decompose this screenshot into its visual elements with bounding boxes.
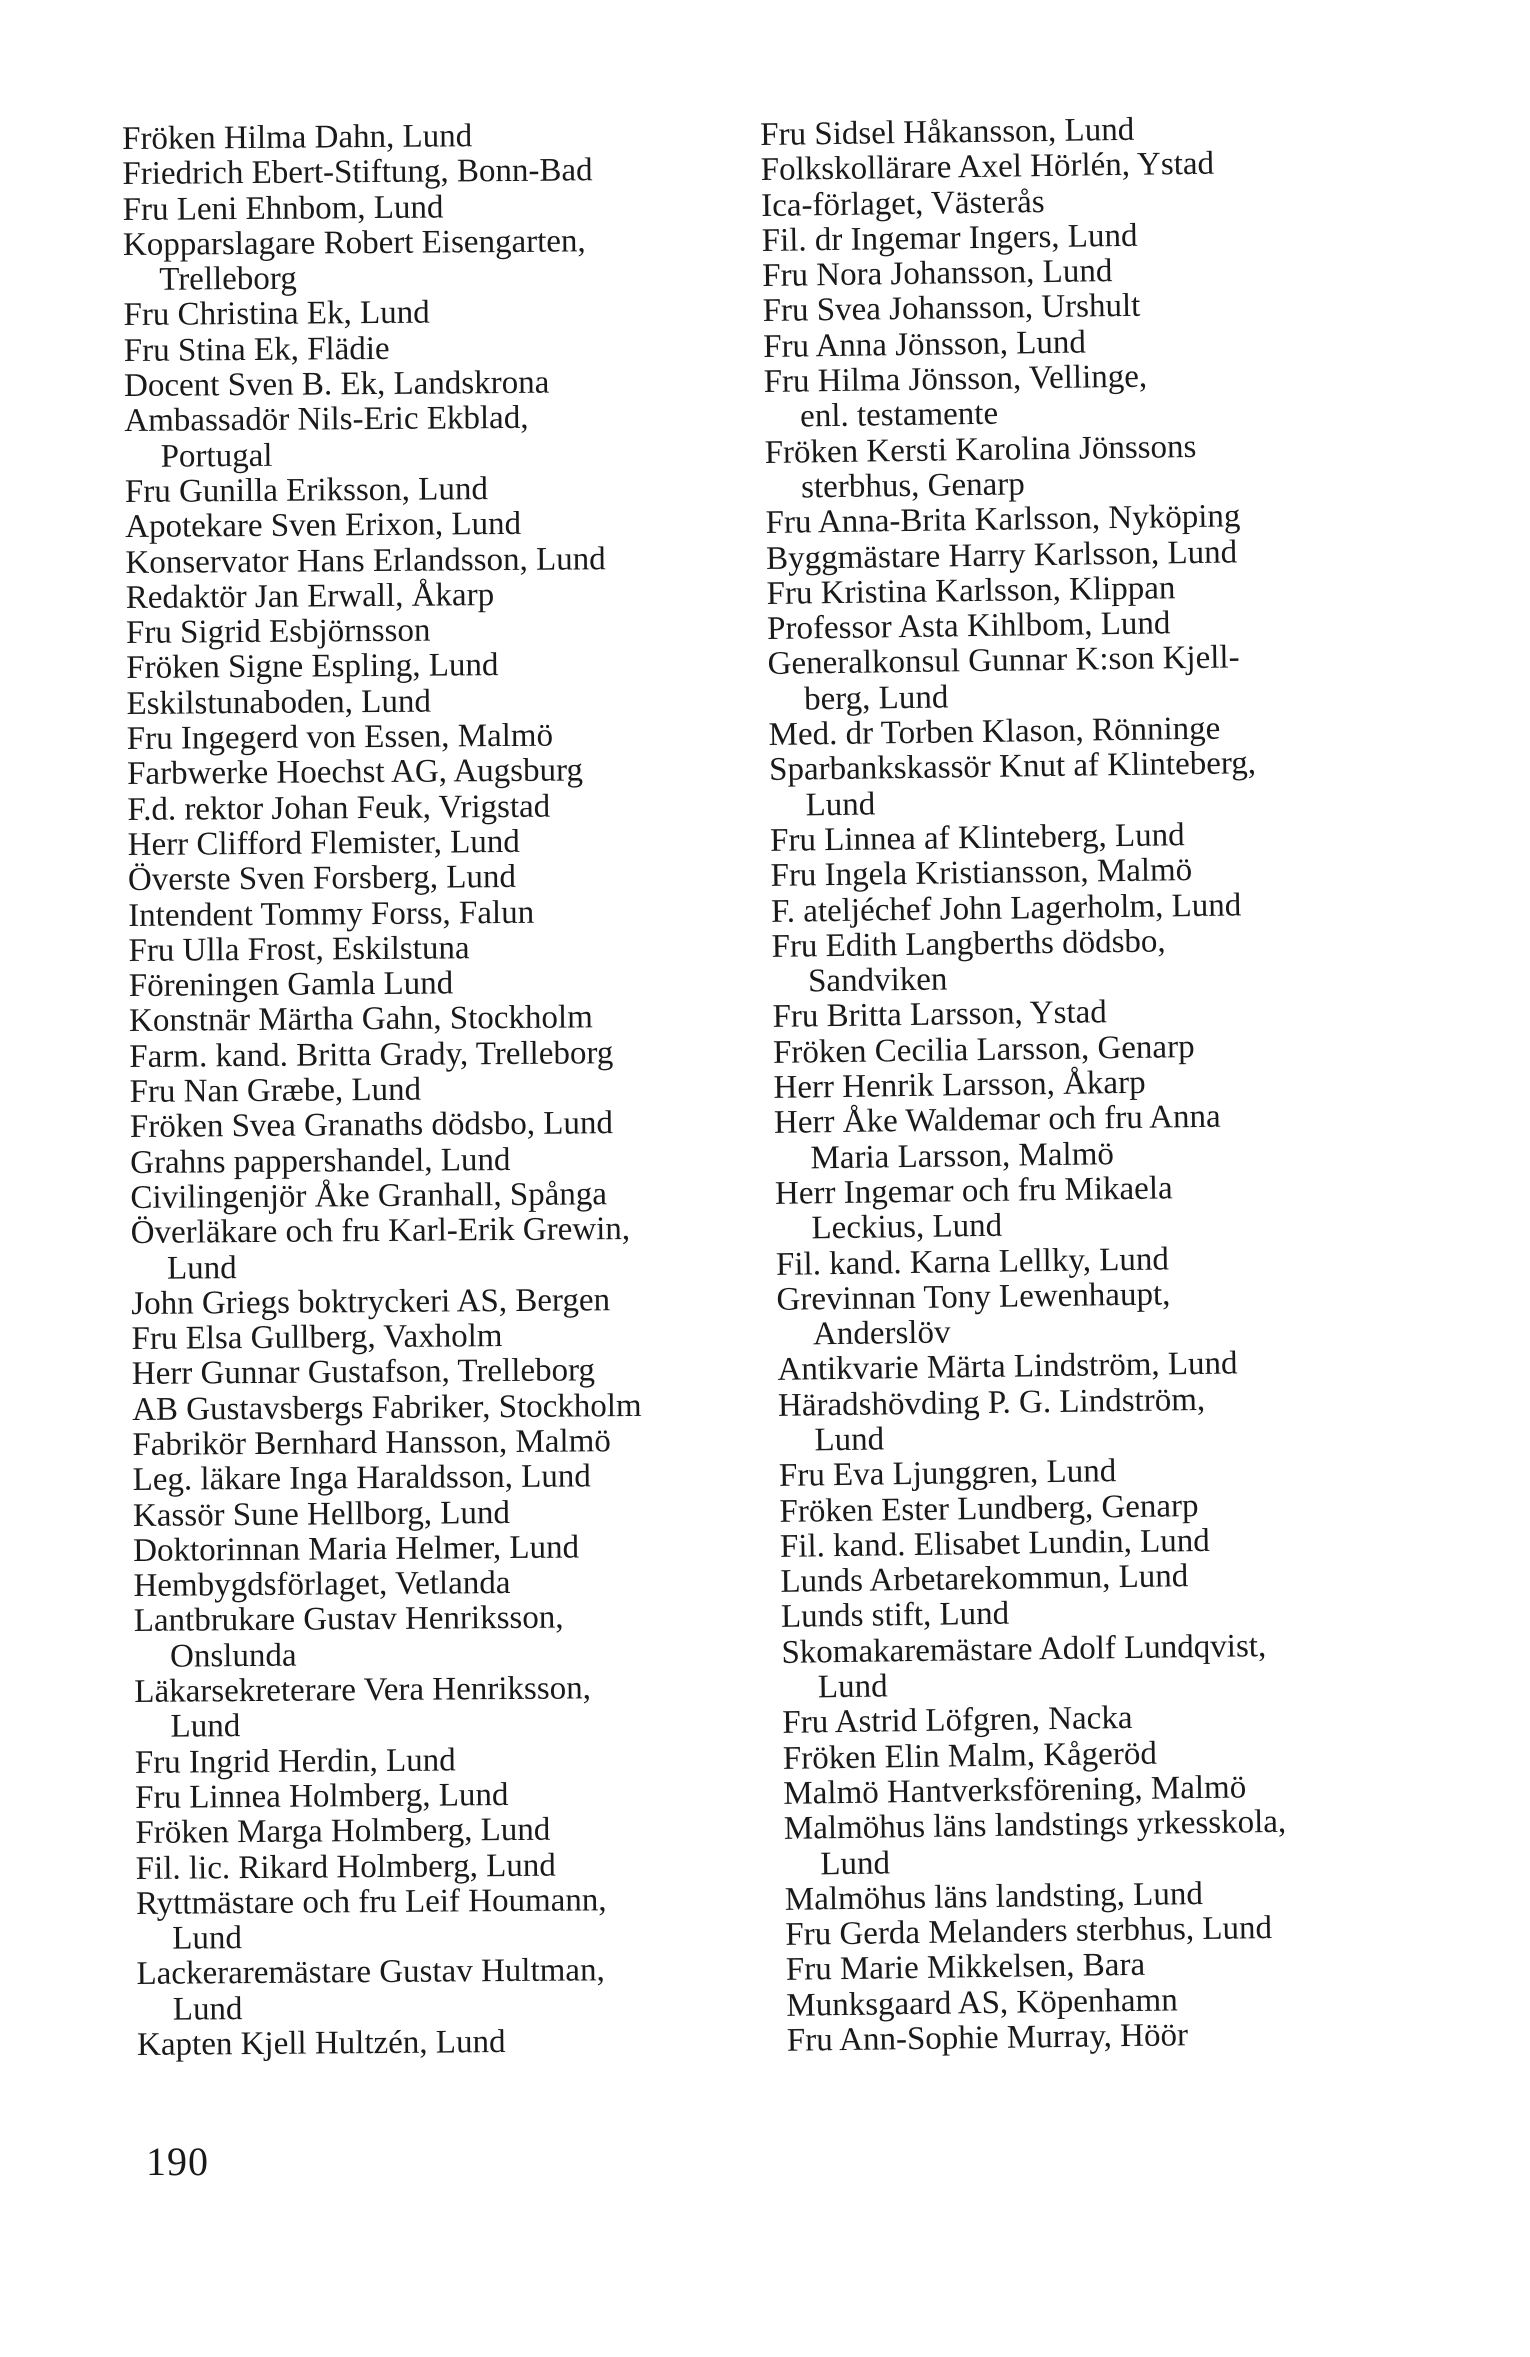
entry-text: Fru Ingrid Herdin, Lund bbox=[134, 1742, 456, 1781]
entry-text: Leg. läkare Inga Haraldsson, Lund bbox=[132, 1458, 591, 1499]
entry-text: Sparbankskassör Knut af Klinteberg, bbox=[768, 745, 1257, 789]
list-item bbox=[123, 293, 763, 333]
entry-text: Fru Nan Græbe, Lund bbox=[129, 1071, 422, 1110]
entry-text: Malmöhus läns landstings yrkesskola, bbox=[783, 1804, 1287, 1848]
entry-continuation: Lund bbox=[820, 1844, 891, 1882]
entry-text: Fil. kand. Karna Lellky, Lund bbox=[775, 1240, 1170, 1283]
list-item bbox=[130, 1105, 770, 1145]
entry-text: Generalkonsul Gunnar K:son Kjell- bbox=[767, 639, 1240, 683]
list-item bbox=[763, 356, 1404, 436]
list-item bbox=[778, 1380, 1419, 1460]
list-item bbox=[132, 1352, 772, 1392]
entry-text: Med. dr Torben Klason, Rönninge bbox=[768, 710, 1221, 753]
entry-text: Herr Henrik Larsson, Åkarp bbox=[773, 1064, 1146, 1106]
list-item bbox=[125, 505, 765, 545]
list-item bbox=[781, 1627, 1422, 1707]
list-item bbox=[136, 1952, 777, 2028]
list-item bbox=[133, 1458, 773, 1498]
list-item bbox=[764, 427, 1405, 507]
entry-text: Fabrikör Bernhard Hansson, Malmö bbox=[132, 1423, 611, 1463]
list-item bbox=[132, 1423, 772, 1463]
list-item bbox=[775, 1168, 1416, 1248]
list-item bbox=[776, 1274, 1417, 1354]
list-item bbox=[774, 1097, 1415, 1177]
entry-text: Ambassadör Nils-Eric Ekblad, bbox=[124, 400, 529, 440]
entry-text: Ica-förlaget, Västerås bbox=[760, 183, 1045, 224]
list-item bbox=[131, 1211, 772, 1287]
entry-continuation: Lund bbox=[817, 1668, 888, 1706]
list-item bbox=[128, 858, 768, 898]
list-item bbox=[129, 1035, 769, 1075]
entry-text: Fru Britta Larsson, Ystad bbox=[772, 994, 1108, 1036]
entry-text: Herr Gunnar Gustafson, Trelleborg bbox=[131, 1352, 596, 1393]
entry-text: Fru Astrid Löfgren, Nacka bbox=[782, 1700, 1133, 1742]
entry-text: Fru Edith Langberths dödsbo, bbox=[771, 923, 1166, 965]
entry-text: Friedrich Ebert-Stiftung, Bonn-Bad bbox=[122, 152, 593, 193]
list-item bbox=[122, 152, 762, 192]
list-item bbox=[133, 1564, 773, 1604]
entry-continuation: Maria Larsson, Malmö bbox=[810, 1135, 1115, 1177]
entry-text: F. ateljéchef John Lagerholm, Lund bbox=[770, 886, 1242, 930]
list-item bbox=[128, 823, 768, 863]
entry-text: Häradshövding P. G. Lindström, bbox=[777, 1381, 1206, 1424]
entry-text: Eskilstunaboden, Lund bbox=[126, 683, 432, 722]
list-item bbox=[771, 921, 1412, 1001]
entry-text: Fil. dr Ingemar Ingers, Lund bbox=[761, 217, 1138, 259]
entry-text: Fru Eva Ljunggren, Lund bbox=[778, 1453, 1117, 1495]
entry-continuation: Leckius, Lund bbox=[811, 1207, 1003, 1247]
entry-text: Fröken Kersti Karolina Jönssons bbox=[764, 428, 1197, 471]
list-item bbox=[136, 1846, 776, 1886]
entry-continuation: Onslunda bbox=[169, 1637, 297, 1675]
entry-text: Farbwerke Hoechst AG, Augsburg bbox=[126, 752, 584, 793]
entry-text: Fru Ann-Sophie Murray, Höör bbox=[786, 2017, 1189, 2059]
list-item bbox=[131, 1282, 771, 1322]
list-item bbox=[129, 999, 769, 1039]
list-item bbox=[123, 188, 763, 228]
entry-text: Fru Elsa Gullberg, Vaxholm bbox=[131, 1318, 503, 1358]
entry-text: Fru Svea Johansson, Urshult bbox=[762, 288, 1141, 330]
entry-text: Docent Sven B. Ek, Landskrona bbox=[123, 364, 550, 405]
list-item bbox=[126, 611, 766, 651]
entry-text: Civilingenjör Åke Granhall, Spånga bbox=[130, 1176, 608, 1216]
list-item bbox=[126, 576, 766, 616]
entry-text: Överste Sven Forsberg, Lund bbox=[127, 859, 517, 899]
entry-text: Fru Christina Ek, Lund bbox=[123, 295, 430, 334]
entry-text: Fru Leni Ehnbom, Lund bbox=[122, 189, 444, 228]
entry-continuation: Sandviken bbox=[807, 961, 948, 1000]
list-item bbox=[130, 1141, 770, 1181]
list-item bbox=[784, 1803, 1425, 1883]
entry-text: Fröken Hilma Dahn, Lund bbox=[121, 118, 473, 157]
entry-text: Konservator Hans Erlandsson, Lund bbox=[125, 540, 606, 581]
list-item bbox=[128, 893, 768, 933]
list-item bbox=[128, 929, 768, 969]
list-item bbox=[129, 1070, 769, 1110]
entry-text: Malmö Hantverksförening, Malmö bbox=[783, 1769, 1247, 1812]
entry-text: Herr Åke Waldemar och fru Anna bbox=[773, 1098, 1221, 1142]
list-item bbox=[125, 541, 765, 581]
list-item bbox=[124, 399, 765, 475]
entry-text: Ryttmästare och fru Leif Houmann, bbox=[135, 1882, 607, 1922]
entry-text: Fröken Signe Espling, Lund bbox=[126, 647, 499, 687]
list-item bbox=[769, 744, 1410, 824]
list-item bbox=[136, 1882, 777, 1958]
entry-text: Fil. kand. Elisabet Lundin, Lund bbox=[779, 1522, 1211, 1565]
entry-text: Folkskollärare Axel Hörlén, Ystad bbox=[760, 145, 1215, 189]
entry-continuation: Lund bbox=[172, 1920, 243, 1957]
list-item bbox=[133, 1529, 773, 1569]
entry-text: Kapten Kjell Hultzén, Lund bbox=[136, 2024, 506, 2063]
list-item bbox=[126, 646, 766, 686]
entry-text: Grevinnan Tony Lewenhaupt, bbox=[776, 1276, 1171, 1318]
entry-text: Malmöhus läns landsting, Lund bbox=[784, 1875, 1204, 1918]
entry-text: Doktorinnan Maria Helmer, Lund bbox=[133, 1529, 580, 1569]
entry-text: Apotekare Sven Erixon, Lund bbox=[125, 506, 522, 546]
list-item bbox=[127, 788, 767, 828]
page-number: 190 bbox=[146, 2139, 209, 2184]
entry-continuation: berg, Lund bbox=[803, 679, 949, 718]
entry-text: Lunds Arbetarekommun, Lund bbox=[780, 1558, 1189, 1601]
entry-text: Lantbrukare Gustav Henriksson, bbox=[133, 1600, 564, 1640]
right-donor-column bbox=[760, 109, 1427, 2059]
list-item bbox=[135, 1811, 775, 1851]
entry-continuation: Lund bbox=[170, 1708, 241, 1746]
entry-text: Konstnär Märtha Gahn, Stockholm bbox=[128, 999, 593, 1040]
list-item bbox=[132, 1388, 772, 1428]
entry-text: Skomakaremästare Adolf Lundqvist, bbox=[781, 1627, 1267, 1671]
entry-text: Fru Ulla Frost, Eskilstuna bbox=[128, 930, 470, 969]
entry-text: AB Gustavsbergs Fabriker, Stockholm bbox=[131, 1387, 642, 1428]
entry-text: Fru Anna-Brita Karlsson, Nyköping bbox=[765, 498, 1241, 542]
entry-text: Professor Asta Kihlbom, Lund bbox=[766, 605, 1171, 648]
entry-text: Fröken Marga Holmberg, Lund bbox=[135, 1811, 551, 1852]
list-item bbox=[787, 2015, 1427, 2059]
entry-text: Herr Clifford Flemister, Lund bbox=[127, 823, 520, 863]
list-item bbox=[125, 470, 765, 510]
entry-text: Fru Sigrid Esbjörnsson bbox=[125, 612, 431, 652]
entry-text: Intendent Tommy Forss, Falun bbox=[128, 894, 535, 934]
entry-text: Byggmästare Harry Karlsson, Lund bbox=[765, 533, 1238, 577]
entry-text: Fröken Cecilia Larsson, Genarp bbox=[772, 1028, 1195, 1071]
entry-text: Fil. lic. Rikard Holmberg, Lund bbox=[135, 1847, 556, 1887]
list-item bbox=[135, 1776, 775, 1816]
entry-text: Herr Ingemar och fru Mikaela bbox=[774, 1170, 1173, 1212]
entry-text: Fru Ingela Kristiansson, Malmö bbox=[770, 852, 1193, 895]
entry-continuation: Lund bbox=[814, 1421, 885, 1459]
entry-continuation: sterbhus, Genarp bbox=[800, 466, 1026, 506]
entry-text: Kopparslagare Robert Eisengarten, bbox=[122, 223, 586, 263]
list-item bbox=[134, 1670, 775, 1746]
entry-text: Fröken Svea Granaths dödsbo, Lund bbox=[129, 1105, 614, 1146]
list-item bbox=[127, 717, 767, 757]
list-item bbox=[137, 2023, 777, 2063]
entry-text: Fru Kristina Karlsson, Klippan bbox=[766, 570, 1176, 612]
entry-continuation: Lund bbox=[805, 786, 876, 824]
entry-text: Antikvarie Märta Lindström, Lund bbox=[777, 1345, 1238, 1389]
list-item bbox=[123, 223, 764, 299]
entry-text: Fru Marie Mikkelsen, Bara bbox=[785, 1947, 1146, 1989]
entry-text: Överläkare och fru Karl-Erik Grewin, bbox=[130, 1211, 631, 1252]
list-item bbox=[127, 752, 767, 792]
entry-text: Föreningen Gamla Lund bbox=[128, 965, 454, 1005]
entry-text: Fru Gerda Melanders sterbhus, Lund bbox=[785, 1910, 1273, 1953]
entry-text: Lackeraremästare Gustav Hultman, bbox=[136, 1952, 605, 1993]
list-item bbox=[129, 964, 769, 1004]
entry-text: Kassör Sune Hellborg, Lund bbox=[132, 1494, 511, 1534]
entry-text: Läkarsekreterare Vera Henriksson, bbox=[134, 1670, 592, 1711]
list-item bbox=[131, 1317, 771, 1357]
entry-text: Fru Linnea af Klinteberg, Lund bbox=[769, 817, 1185, 859]
entry-text: Fru Nora Johansson, Lund bbox=[761, 253, 1113, 295]
entry-text: Fru Hilma Jönsson, Vellinge, bbox=[763, 358, 1148, 401]
list-item bbox=[134, 1599, 775, 1675]
entry-continuation: Portugal bbox=[160, 437, 273, 475]
entry-text: Fru Sidsel Håkansson, Lund bbox=[759, 111, 1135, 153]
left-donor-column bbox=[122, 117, 777, 2063]
entry-continuation: Lund bbox=[166, 1249, 237, 1287]
list-item bbox=[135, 1741, 775, 1781]
entry-text: John Griegs boktryckeri AS, Bergen bbox=[131, 1282, 611, 1322]
entry-text: Fru Ingegerd von Essen, Malmö bbox=[126, 717, 554, 758]
entry-text: Hembygdsförlaget, Vetlanda bbox=[133, 1565, 511, 1605]
entry-text: Grahns pappershandel, Lund bbox=[130, 1141, 511, 1181]
list-item bbox=[133, 1494, 773, 1534]
entry-text: Fru Gunilla Eriksson, Lund bbox=[124, 471, 489, 510]
list-item bbox=[126, 682, 766, 722]
entry-text: Farm. kand. Britta Grady, Trelleborg bbox=[129, 1034, 614, 1075]
entry-continuation: Anderslöv bbox=[812, 1314, 951, 1353]
entry-text: Munksgaard AS, Köpenhamn bbox=[786, 1982, 1178, 2024]
list-item bbox=[130, 1176, 770, 1216]
entry-text: Redaktör Jan Erwall, Åkarp bbox=[125, 576, 495, 616]
entry-text: F.d. rektor Johan Feuk, Vrigstad bbox=[127, 788, 551, 828]
list-item bbox=[124, 329, 764, 369]
entry-text: Fru Stina Ek, Flädie bbox=[123, 330, 390, 369]
entry-text: Fröken Ester Lundberg, Genarp bbox=[779, 1487, 1199, 1530]
list-item bbox=[124, 364, 764, 404]
list-item bbox=[122, 117, 762, 157]
entry-text: Fru Linnea Holmberg, Lund bbox=[135, 1776, 509, 1816]
entry-text: Lunds stift, Lund bbox=[780, 1596, 1010, 1636]
entry-continuation: Trelleborg bbox=[159, 260, 297, 298]
entry-text: Fru Anna Jönsson, Lund bbox=[762, 324, 1087, 365]
entry-continuation: Lund bbox=[172, 1990, 243, 2028]
list-item bbox=[767, 638, 1408, 718]
entry-continuation: enl. testamente bbox=[799, 396, 999, 435]
entry-text: Fröken Elin Malm, Kågeröd bbox=[782, 1735, 1158, 1777]
